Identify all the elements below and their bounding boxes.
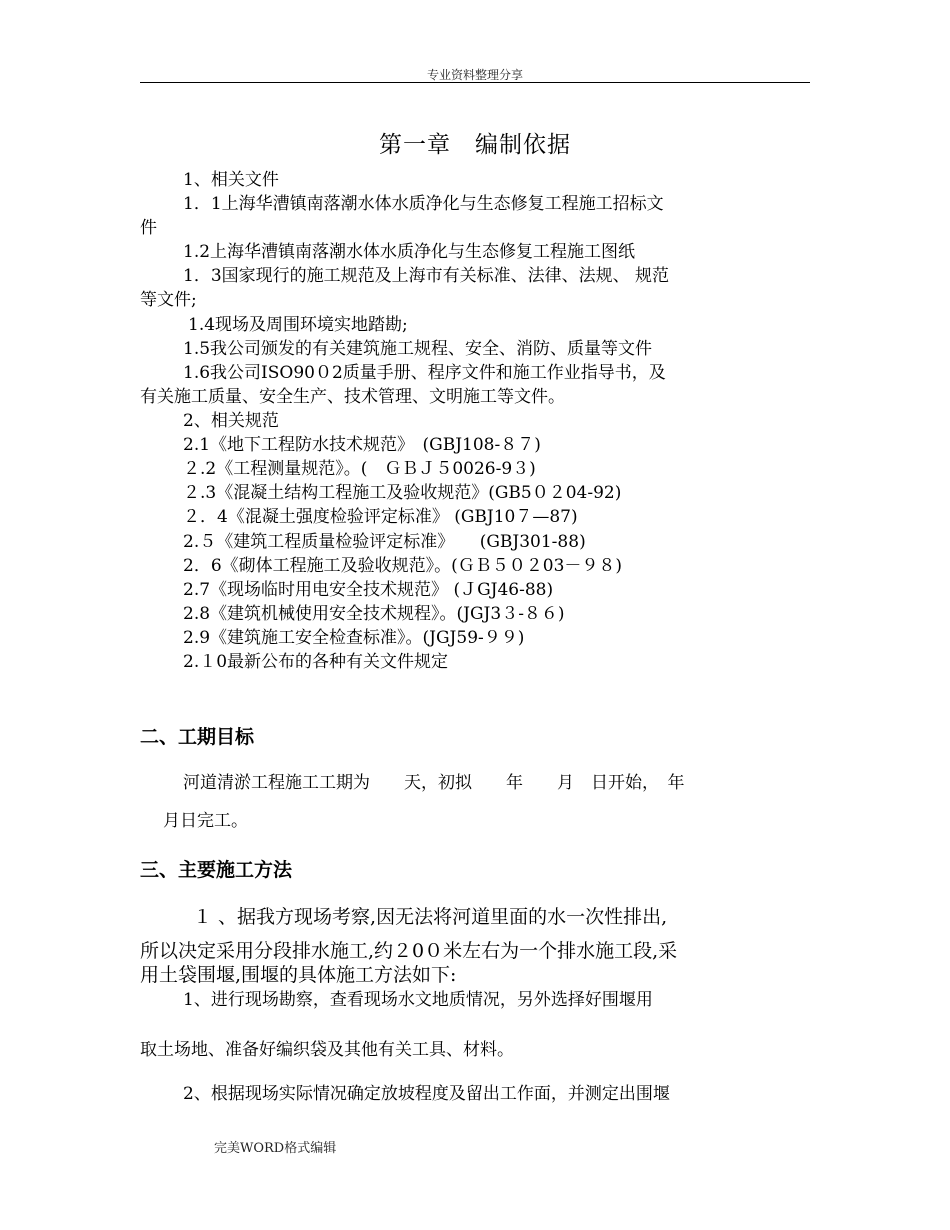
chapter-title: 第一章 编制依据 (379, 132, 571, 158)
text-line: 2.9《建筑施工安全检查标准》。(JGJ59-９９) (183, 628, 525, 648)
text-line: ２．4《混凝土强度检验评定标准》 (GBJ10７—87) (183, 507, 578, 527)
page-header: 专业资料整理分享 (426, 68, 523, 82)
text-line: 2.7《现场临时用电安全技术规范》 (ＪGJ46-88) (183, 580, 554, 600)
text-line: 2、根据现场实际情况确定放坡程度及留出工作面，并测定出围堰 (183, 1084, 670, 1104)
text-line: 用土袋围堰,围堰的具体施工方法如下: (140, 964, 457, 986)
text-line: 1．3国家现行的施工规范及上海市有关标准、法律、法规、 规范 (183, 266, 670, 286)
text-line: 取土场地、准备好编织袋及其他有关工具、材料。 (140, 1040, 514, 1060)
section-title-methods: 三、主要施工方法 (140, 859, 293, 881)
text-line: ２.2《工程测量规范》。( ＧＢＪ５0026-9３) (183, 459, 536, 479)
text-line: 2.1《地下工程防水技术规范》 (GBJ108-８７) (183, 435, 541, 455)
text-line: 河道清淤工程施工工期为 天，初拟 年 月 日开始， 年 (183, 773, 685, 793)
text-line: １ 、据我方现场考察,因无法将河道里面的水一次性排出, (193, 906, 668, 928)
text-line: 1、相关文件 (183, 170, 279, 190)
text-line: 1．1上海华漕镇南落潮水体水质净化与生态修复工程施工招标文 (183, 194, 664, 214)
header-rule (140, 82, 810, 83)
text-line: 2.１0最新公布的各种有关文件规定 (183, 652, 449, 672)
text-line: 件 (140, 218, 157, 238)
page-footer: 完美WORD格式编辑 (214, 1141, 337, 1156)
section-title-schedule: 二、工期目标 (140, 726, 255, 748)
text-line: 1.5我公司颁发的有关建筑施工规程、安全、消防、质量等文件 (183, 339, 653, 359)
text-line: ２.3《混凝土结构工程施工及验收规范》(GB5０２04-92) (183, 483, 622, 503)
text-line: 1.6我公司ISO90０2质量手册、程序文件和施工作业指导书，及 (183, 363, 666, 383)
text-line: 1.4现场及周围环境实地踏勘; (188, 315, 408, 335)
text-line: 有关施工质量、安全生产、技术管理、文明施工等文件。 (140, 387, 565, 407)
text-line: 2．6《砌体工程施工及验收规范》。(ＧＢ５０２03－９８) (183, 556, 623, 576)
text-line: 所以决定采用分段排水施工,约２0０米左右为一个排水施工段,采 (140, 940, 678, 962)
text-line: 2.8《建筑机械使用安全技术规程》。(JGJ3３-８６) (183, 604, 565, 624)
text-line: 月日完工。 (163, 811, 248, 831)
text-line: 1.2上海华漕镇南落潮水体水质净化与生态修复工程施工图纸 (183, 242, 636, 262)
text-line: 2.５《建筑工程质量检验评定标准》 (GBJ301-88) (183, 532, 586, 552)
text-line: 1、进行现场勘察，查看现场水文地质情况，另外选择好围堰用 (183, 990, 653, 1010)
text-line: 等文件; (140, 290, 197, 310)
text-line: 2、相关规范 (183, 411, 279, 431)
